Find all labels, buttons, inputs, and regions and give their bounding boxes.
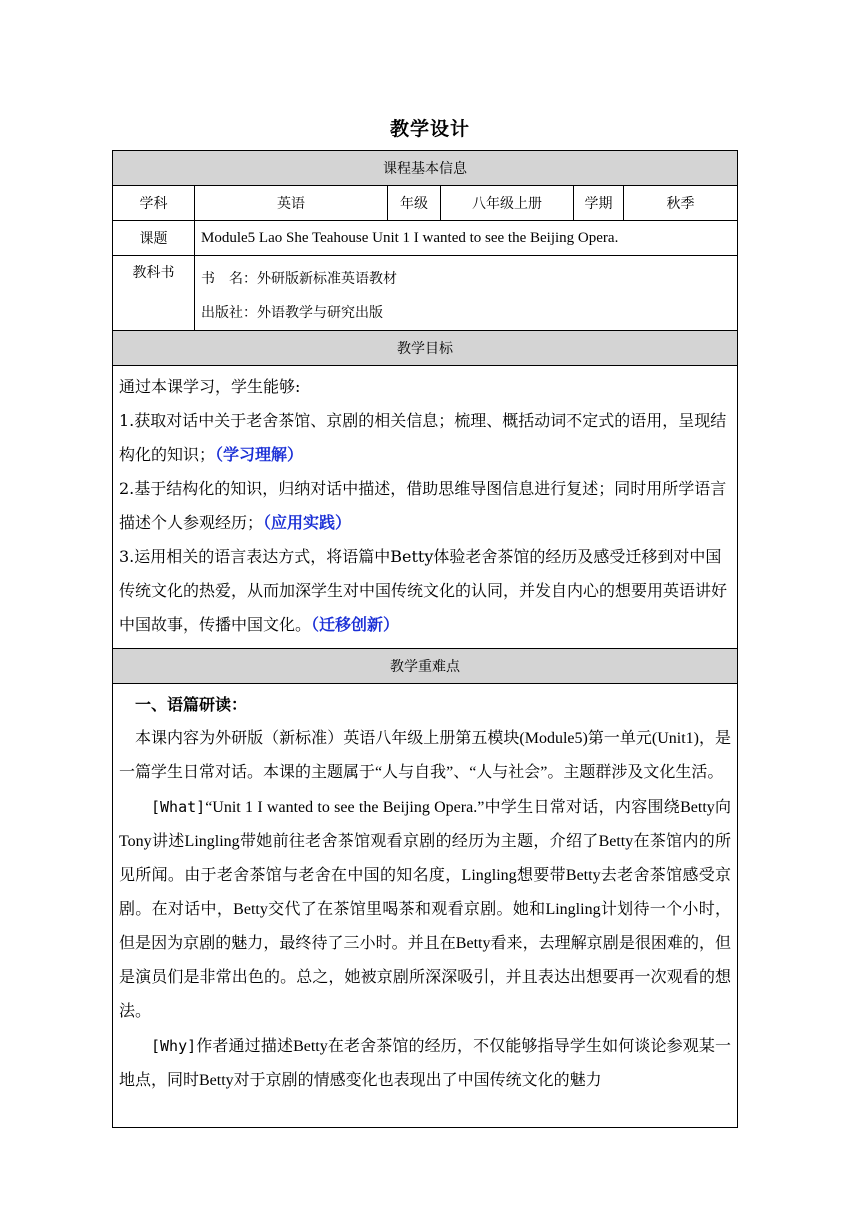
goal-1-tag: （学习理解） <box>215 445 304 464</box>
textbook-name: 书 名：外研版新标准英语教材 <box>201 271 397 287</box>
key-paragraph-why <box>119 1029 731 1098</box>
section-header-key-points: 教学重难点 <box>113 649 738 684</box>
subject-value: 英语 <box>195 186 388 221</box>
why-tag: [Why] <box>151 1037 197 1055</box>
lesson-design-table <box>112 150 738 1128</box>
term-value: 秋季 <box>624 186 738 221</box>
textbook-label: 教科书 <box>113 256 195 331</box>
goal-3 <box>119 540 731 642</box>
textbook-publisher: 出版社：外语教学与研究出版 <box>201 305 383 321</box>
key-heading: 一、语篇研读： <box>135 695 248 714</box>
goal-3-tag: （迁移创新） <box>311 615 400 634</box>
goal-2 <box>119 472 731 540</box>
goal-1-text: 1.获取对话中关于老舍茶馆、京剧的相关信息；梳理、概括动词不定式的语用，呈现结构化的知识； <box>119 411 727 464</box>
grade-value: 八年级上册 <box>441 186 574 221</box>
goals-intro: 通过本课学习，学生能够: <box>119 377 301 396</box>
goal-3-text: 3.运用相关的语言表达方式，将语篇中Betty体验老舍茶馆的经历及感受迁移到对中国传统文化的热爱，从而加深学生对中国传统文化的认同，并发自内心的想要用英语讲好中国故事，传播中国文化。 <box>119 547 728 634</box>
key-paragraph-1: 本课内容为外研版（新标准）英语八年级上册第五模块(Module5)第一单元(Unit1)，是一篇学生日常对话。本课的主题属于“人与自我”、“人与社会”。主题群涉及文化生活。 <box>119 730 732 781</box>
goal-2-text: 2.基于结构化的知识，归纳对话中描述，借助思维导图信息进行复述；同时用所学语言描述个人参观经历； <box>119 479 727 532</box>
subject-label: 学科 <box>113 186 195 221</box>
why-text: 作者通过描述Betty在老舍茶馆的经历，不仅能够指导学生如何谈论参观某一地点，同时Betty对于京剧的情感变化也表现出了中国传统文化的魅力 <box>119 1038 732 1089</box>
what-text: “Unit 1 I wanted to see the Beijing Opera.”中学生日常对话，内容围绕Betty向Tony讲述Lingling带她前往老舍茶馆观看京剧的经历为主题，介绍了Betty在茶馆内的所见所闻。由于老舍茶馆与老舍在中国的知名度，Lingling想要带Betty去老舍茶馆感受京剧。在对话中，Betty交代了在茶馆里喝茶和观看京剧。她和Lingling计划待一个小时，但是因为京剧的魅力，最终待了三小时。并且在Betty看来，去理解京剧是很困难的，但是演员们是非常出色的。总之，她被京剧所深深吸引，并且表达出想要再一次观看的想法。 <box>119 799 732 1020</box>
section-header-teaching-goals: 教学目标 <box>113 331 738 366</box>
key-points-body <box>113 684 738 1128</box>
goal-1 <box>119 404 731 472</box>
grade-label: 年级 <box>388 186 441 221</box>
teaching-goals-body <box>113 366 738 649</box>
key-paragraph-what <box>119 790 731 1029</box>
goal-2-tag: （应用实践） <box>263 513 352 532</box>
section-header-course-info: 课程基本信息 <box>113 151 738 186</box>
textbook-info <box>195 256 738 331</box>
topic-label: 课题 <box>113 221 195 256</box>
topic-value: Module5 Lao She Teahouse Unit 1 I wanted to see the Beijing Opera. <box>195 221 738 256</box>
document-title: 教学设计 <box>389 118 470 140</box>
term-label: 学期 <box>574 186 624 221</box>
what-tag: [What] <box>151 798 206 816</box>
